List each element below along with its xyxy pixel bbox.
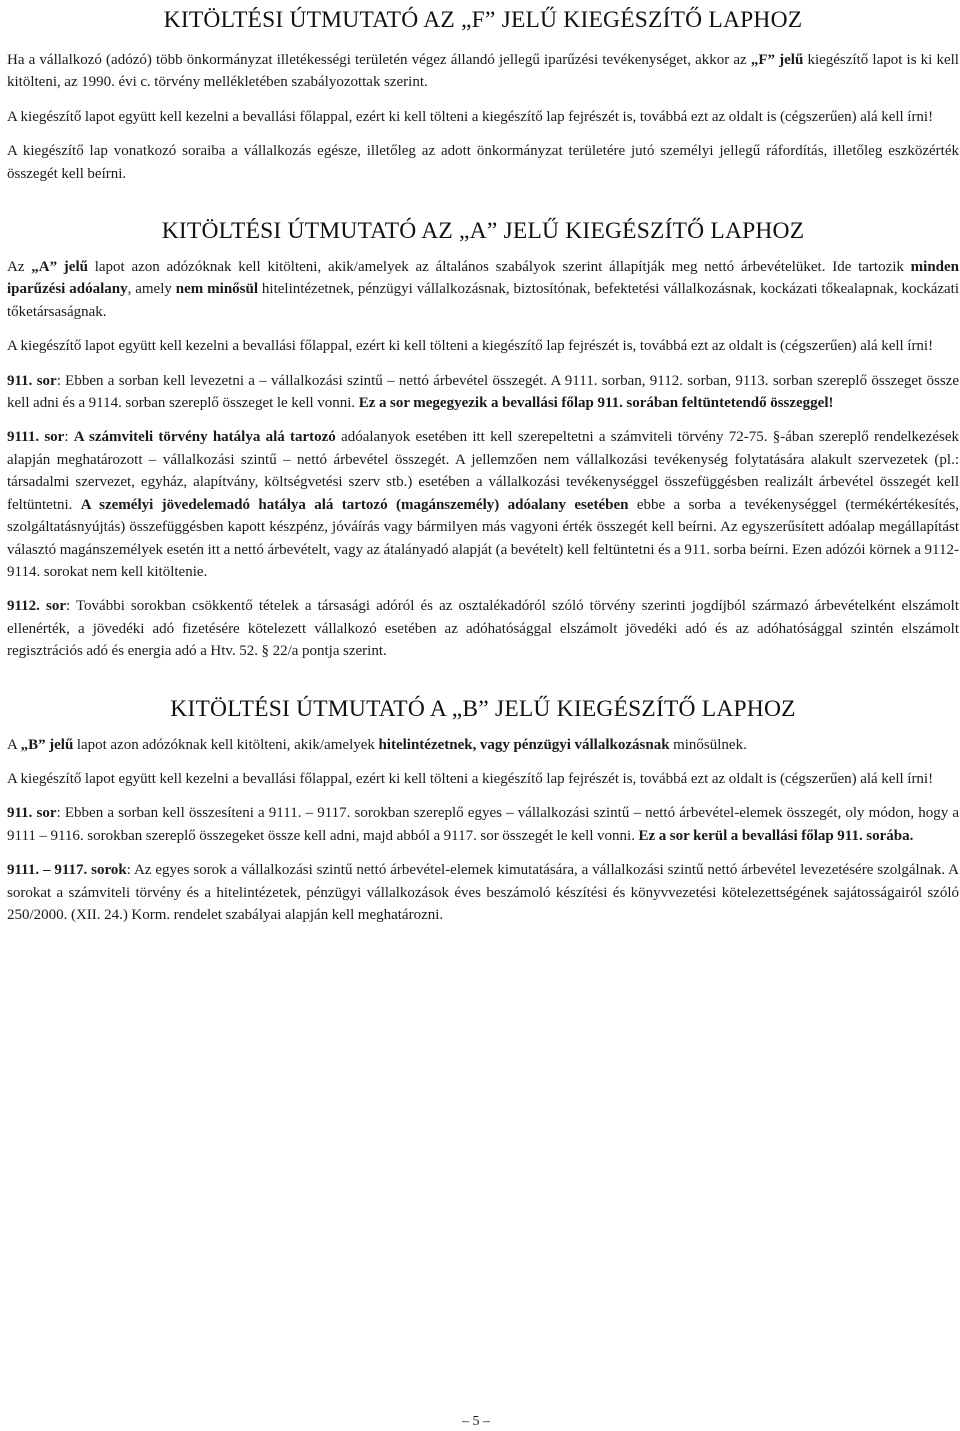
paragraph-a-signature: A kiegészítő lapot együtt kell kezelni a bevallási főlappal, ezért ki kell tölteni a kiegészítő lap fejrészét is, továbbá ezt az oldalt is (cégszerűen) alá kell írni! <box>7 338 934 355</box>
text: minősülnek. <box>669 736 747 753</box>
paragraph-b-signature: A kiegészítő lapot együtt kell kezelni a bevallási főlappal, ezért ki kell tölteni a kiegészítő lap fejrészét is, továbbá ezt az oldalt is (cégszerűen) alá kell írni! <box>7 770 934 787</box>
text: adóalanyok esetében itt kell szerepeltetni a számviteli törvény 72-75. §-ában szereplő rendelkezések alapján meghatározott – vállalkozási szintű – nettó árbevétel összegét. A jellemzően nem vállalkozási tevékenység folytatására alakult szervezetek (pl.: társadalmi szervezet, egyház, alapítvány, költségvetési szerv stb.) esetében a vállalkozási tevékenységgel összefüggésben realizált árbevétel összegét kell feltüntetni. <box>7 429 959 513</box>
text: Ha a vállalkozó (adózó) több önkormányzat illetékességi területén végez állandó jellegű iparűzési tevékenységet, akkor az <box>7 52 751 68</box>
heading-section-a: KITÖLTÉSI ÚTMUTATÓ AZ „A” JELŰ KIEGÉSZÍTŐ LAPHOZ <box>161 218 805 245</box>
text: : További sorokban csökkentő tételek a társasági adóról és az osztalékadóról szóló törvény szerinti jogdíjból származó árbevételként elszámolt ellenérték, a jövedéki adó fizetésére kötelezett vállalkozó esetében az adóhatósággal elszámolt jövedéki adó és az adóhatósággal szintén elszámolt regisztrációs adó és energia adó a Htv. 52. § 22/a pontja szerint. <box>7 598 960 660</box>
text: : Ebben a sorban kell összesíteni a 9111. – 9117. sorokban szereplő egyes – vállalkozási szintű – nettó árbevétel-elemek összegét, oly módon, hogy a 9111 – 9116. sorokban szereplő összegeket össze kell adni, majd abból a 9117. sor összegét le kell vonni. <box>7 805 960 844</box>
bold-text: 9111. – 9117. sorok <box>7 862 127 879</box>
bold-text: 911. sor <box>7 372 57 389</box>
paragraph-b-rows-9111-9117 <box>7 859 959 926</box>
text: Az <box>7 259 32 276</box>
bold-text: 9111. sor <box>7 429 65 446</box>
paragraph-a-row-911 <box>7 370 959 415</box>
bold-text: „F” jelű <box>750 52 804 68</box>
bold-text: Ez a sor megegyezik a bevallási főlap 911. sorában feltüntetendő összeggel! <box>358 395 834 412</box>
text: ebbe a sorba a tevékenységgel (termékértékesítés, szolgáltatásnyújtás) összefüggésben kapott készpénz, jóváírás vagy bármilyen más vagyoni érték összegét kell beírni. Az egyszerűsített adóalap megállapítást választó magánszemélyek esetén itt a nettó árbevételt, vagy az átalányadó alapját (a bevételt) kell feltüntetni és a 911. sorba beírni. Ezen adózói körnek a 9112-9114. sorokat nem kell kitöltenie. <box>7 496 960 580</box>
text: : <box>64 429 74 446</box>
paragraph-b-intro <box>7 734 959 756</box>
paragraph-f-signature: A kiegészítő lapot együtt kell kezelni a bevallási főlappal, ezért ki kell tölteni a kiegészítő lap fejrészét is, továbbá ezt az oldalt is (cégszerűen) alá kell írni! <box>7 108 934 125</box>
text: hitelintézetnek, pénzügyi vállalkozásnak, biztosítónak, befektetési vállalkozásnak, kockázati tőkealapnak, kockázati tőketársaságnak. <box>7 281 959 320</box>
paragraph-a-row-9111 <box>7 426 959 583</box>
text: kiegészítő lapot is ki kell kitölteni, az 1990. évi c. törvény mellékletében szabályozottak szerint. <box>7 52 959 91</box>
paragraph-a-intro <box>7 256 959 323</box>
text: lapot azon adózóknak kell kitölteni, akik/amelyek az általános szabályok szerint állapítják meg nettó árbevételüket. Ide tartozik <box>87 259 911 276</box>
text: : Ebben a sorban kell levezetni a – vállalkozási szintű – nettó árbevétel összegét. A 9111. sorban, 9112. sorban, 9113. sorban szereplő összeget össze kell adni és a 9114. sorban szereplő összeget le kell vonni. <box>7 372 959 412</box>
bold-text: nem minősül <box>175 281 259 298</box>
text: A <box>7 736 21 753</box>
bold-text: 9112. sor <box>7 598 66 615</box>
heading-section-b: KITÖLTÉSI ÚTMUTATÓ A „B” JELŰ KIEGÉSZÍTŐ LAPHOZ <box>170 695 796 722</box>
document-page <box>7 0 959 926</box>
paragraph-a-row-9112 <box>7 595 959 662</box>
page-number: – 5 – <box>462 1414 490 1429</box>
heading-section-f: KITÖLTÉSI ÚTMUTATÓ AZ „F” JELŰ KIEGÉSZÍTŐ LAPHOZ <box>163 7 803 33</box>
bold-text: „A” jelű <box>31 259 88 276</box>
paragraph-b-row-911 <box>7 802 959 847</box>
bold-text: 911. sor <box>7 805 57 822</box>
bold-text: A számviteli törvény hatálya alá tartozó <box>73 429 336 446</box>
bold-text: Ez a sor kerül a bevallási főlap 911. sorába. <box>638 827 914 844</box>
paragraph-f-rows: A kiegészítő lap vonatkozó soraiba a vállalkozás egésze, illetőleg az adott önkormányzat területére jutó személyi jellegű ráfordítás, illetőleg eszközérték összegét kell beírni. <box>7 143 959 182</box>
text: , amely <box>127 281 176 298</box>
bold-text: „B” jelű <box>20 736 74 753</box>
bold-text: A személyi jövedelemadó hatálya alá tartozó (magánszemély) adóalany esetében <box>80 496 629 513</box>
text: lapot azon adózóknak kell kitölteni, akik/amelyek <box>73 736 379 753</box>
paragraph-f-intro <box>7 49 959 94</box>
bold-text: minden iparűzési adóalany <box>7 259 960 298</box>
bold-text: hitelintézetnek, vagy pénzügyi vállalkozásnak <box>378 736 670 753</box>
text: : Az egyes sorok a vállalkozási szintű nettó árbevétel-elemek kimutatására, a vállalkozási szintű nettó árbevétel levezetésére szolgálnak. A sorokat a számviteli törvény és a hitelintézetek, pénzügyi vállalkozások éves beszámoló készítési és könyvvezetési kötelezettségének sajátosságairól szóló 250/2000. (XII. 24.) Korm. rendelet szabályai alapján kell meghatározni. <box>7 862 960 923</box>
